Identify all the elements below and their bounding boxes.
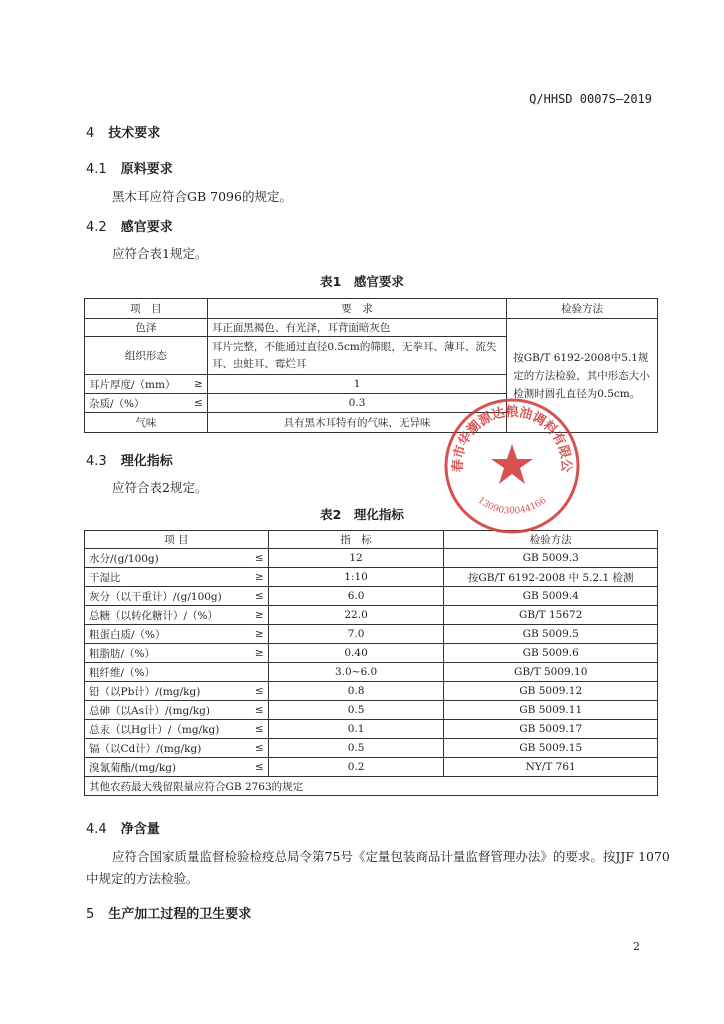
table1-header-row (85, 299, 658, 319)
row-requirement: 0.3 (207, 394, 506, 413)
table-row (85, 568, 658, 587)
table2-header-index: 指 标 (268, 531, 444, 549)
row-method: GB/T 5009.10 (444, 663, 658, 682)
table-row (85, 663, 658, 682)
section-4-heading (86, 122, 160, 141)
row-method: NY/T 761 (444, 758, 658, 777)
section-4-4-text-line2: 中规定的方法检验。 (86, 871, 199, 886)
section-4-2-text: 应符合表1规定。 (112, 246, 208, 261)
row-method: GB 5009.6 (444, 644, 658, 663)
table-row (85, 587, 658, 606)
row-name: 耳片厚度/（mm） (89, 378, 176, 391)
row-name: 组织形态 (85, 337, 208, 375)
table-row (85, 644, 658, 663)
section-4-4-text-line1: 应符合国家质量监督检验检疫总局令第75号《定量包装商品计量监督管理办法》的要求。按JJF 1070 (112, 849, 670, 864)
row-name: 铅（以Pb计）/(mg/kg) (89, 685, 201, 698)
section-number: 4.1 (86, 162, 107, 177)
table2-footer-row (85, 777, 658, 796)
table2-caption: 表2 理化指标 (320, 507, 404, 522)
section-number: 5 (86, 907, 95, 922)
row-method: GB 5009.15 (444, 739, 658, 758)
row-symbol: ≤ (254, 761, 264, 773)
row-name: 灰分（以干重计）/(g/100g) (89, 590, 222, 603)
section-5-heading (86, 903, 251, 922)
section-title: 技术要求 (108, 126, 161, 141)
section-4-1-text: 黑木耳应符合GB 7096的规定。 (112, 189, 292, 204)
section-title: 原料要求 (120, 162, 173, 177)
row-name: 镉（以Cd计）/(mg/kg) (89, 742, 202, 755)
row-value: 3.0~6.0 (268, 663, 444, 682)
row-value: 22.0 (268, 606, 444, 625)
table-row (85, 319, 658, 337)
row-requirement: 耳正面黑褐色、有光泽，耳背面暗灰色 (207, 319, 506, 337)
row-symbol: ≥ (194, 378, 203, 390)
table-row (85, 606, 658, 625)
row-symbol: ≤ (254, 723, 264, 735)
section-title: 净含量 (120, 822, 160, 837)
row-name: 粗蛋白质/（%） (89, 628, 166, 641)
row-name: 总糖（以转化糖计）/（%） (89, 609, 219, 622)
row-value: 6.0 (268, 587, 444, 606)
row-symbol: ≥ (254, 609, 264, 621)
row-requirement: 具有黑木耳特有的气味，无异味 (207, 413, 506, 433)
section-4-3-text: 应符合表2规定。 (112, 480, 208, 495)
table1-header-item: 项 目 (85, 299, 208, 319)
table2-header-method: 检验方法 (444, 531, 658, 549)
section-title: 感官要求 (120, 220, 173, 235)
table2-footer: 其他农药最大残留限量应符合GB 2763的规定 (85, 777, 658, 796)
row-value: 0.5 (268, 701, 444, 720)
row-name: 干湿比 (89, 571, 121, 584)
row-value: 12 (268, 549, 444, 568)
row-symbol: ≤ (254, 685, 264, 697)
table2-physicochemical (84, 530, 658, 796)
row-value: 7.0 (268, 625, 444, 644)
section-number: 4.4 (86, 822, 107, 837)
section-number: 4 (86, 126, 95, 141)
row-name: 总砷（以As计）/(mg/kg) (89, 704, 211, 717)
row-symbol: ≤ (254, 742, 264, 754)
row-name: 气味 (85, 413, 208, 433)
table1-method: 按GB/T 6192-2008中5.1规定的方法检验，其中形态大小检测时圆孔直径为0.5cm。 (507, 319, 658, 433)
row-method: GB 5009.12 (444, 682, 658, 701)
seal-star-icon (491, 444, 533, 484)
row-name: 溴氰菊酯/(mg/kg) (89, 761, 177, 774)
row-name: 总汞（以Hg计）/（mg/kg) (89, 723, 220, 736)
row-method: GB 5009.4 (444, 587, 658, 606)
table-row (85, 720, 658, 739)
row-method: GB 5009.5 (444, 625, 658, 644)
row-method: GB/T 15672 (444, 606, 658, 625)
row-value: 0.40 (268, 644, 444, 663)
section-number: 4.3 (86, 454, 107, 469)
table-row (85, 682, 658, 701)
section-4-1-heading (86, 158, 173, 177)
row-method: GB 5009.11 (444, 701, 658, 720)
section-title: 生产加工过程的卫生要求 (108, 907, 252, 922)
row-value: 0.5 (268, 739, 444, 758)
row-value: 1:10 (268, 568, 444, 587)
row-symbol: ≥ (254, 647, 264, 659)
table-row (85, 758, 658, 777)
row-requirement: 耳片完整，不能通过直径0.5cm的筛眼，无拳耳、薄耳、流失耳、虫蛀耳、霉烂耳 (207, 337, 506, 375)
section-number: 4.2 (86, 220, 107, 235)
row-method: GB 5009.3 (444, 549, 658, 568)
section-4-2-heading (86, 216, 173, 235)
table1-caption: 表1 感官要求 (320, 274, 404, 289)
section-4-4-heading (86, 818, 160, 837)
company-seal (438, 392, 586, 540)
seal-stamp-icon (438, 392, 586, 540)
standard-code: Q/HHSD 0007S—2019 (529, 92, 652, 106)
row-method: 按GB/T 6192-2008 中 5.2.1 检测 (444, 568, 658, 587)
row-symbol: ≥ (254, 571, 264, 583)
row-symbol: ≤ (254, 590, 264, 602)
row-name: 水分/(g/100g) (89, 552, 159, 565)
row-requirement: 1 (207, 375, 506, 394)
table-row (85, 701, 658, 720)
table1-header-method: 检验方法 (507, 299, 658, 319)
row-value: 0.2 (268, 758, 444, 777)
table-row (85, 739, 658, 758)
table-row (85, 625, 658, 644)
row-symbol: ≤ (194, 397, 203, 409)
row-name: 色泽 (85, 319, 208, 337)
seal-company-text: 春市华潮源达粮油调料有限公 (450, 405, 574, 473)
section-4-3-heading (86, 450, 173, 469)
page-number: 2 (633, 940, 640, 953)
row-value: 0.1 (268, 720, 444, 739)
table1-header-requirement: 要 求 (207, 299, 506, 319)
row-name: 杂质/（%） (89, 397, 145, 410)
row-symbol: ≥ (254, 628, 264, 640)
section-title: 理化指标 (120, 454, 173, 469)
row-method: GB 5009.17 (444, 720, 658, 739)
row-value: 0.8 (268, 682, 444, 701)
row-name: 粗纤维/（%） (89, 666, 156, 679)
table2-header-item: 项 目 (85, 531, 269, 549)
row-name: 粗脂肪/（%） (89, 647, 156, 660)
table-row (85, 549, 658, 568)
row-symbol: ≤ (254, 704, 264, 716)
seal-code-text: 1309030044166 (475, 495, 549, 517)
row-symbol: ≤ (254, 552, 264, 564)
